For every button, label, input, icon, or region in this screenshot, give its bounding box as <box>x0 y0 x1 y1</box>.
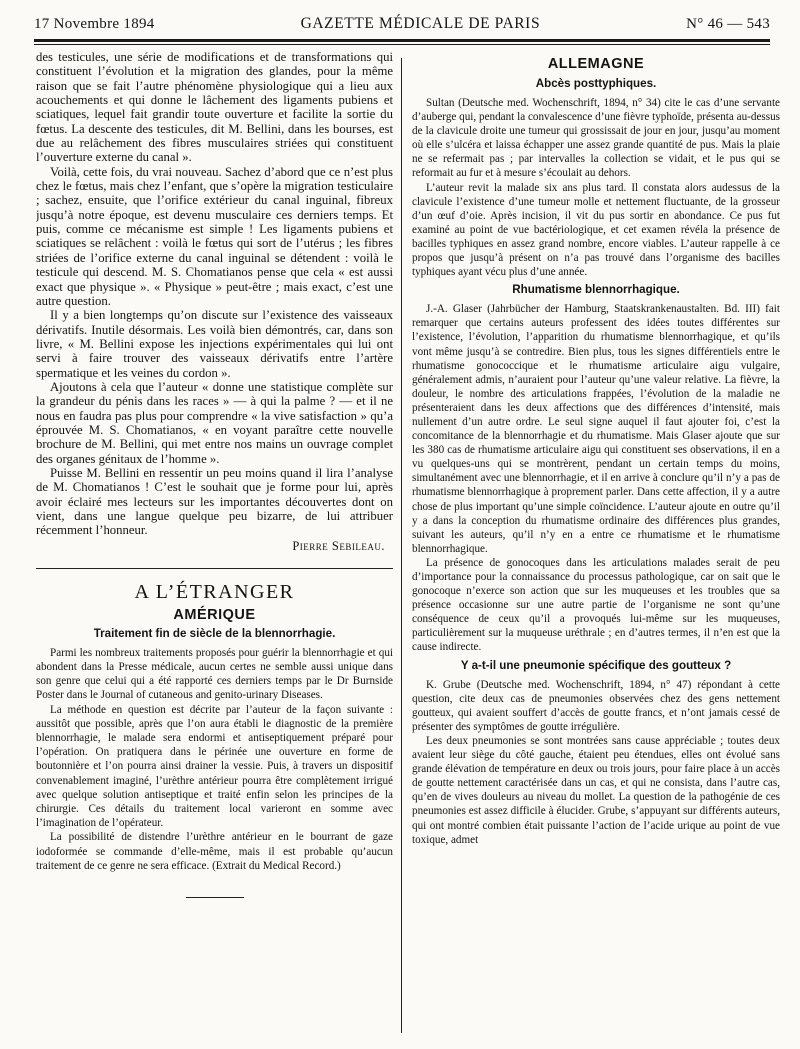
paragraph: Puisse M. Bellini en ressentir un peu moins quand il lira l’analyse de M. Chomatianos ! C’est le souhait que je forme pour lui, après avoir éclairé mes lecteurs sur les importantes découvertes dont on vient, dans une langue quelque peu bizarre, de lui attribuer récemment l’honneur. <box>36 465 393 538</box>
page-number: N° 46 — 543 <box>686 15 770 32</box>
paragraph: La présence de gonocoques dans les articulations malades serait de peu d’importance pour la connaissance du processus pathologique, car on sait que le gonocoque n’exerce son action que sur les muqueuses et les troubles que sa présence occasionne sur une autre partie de l’organisme ne sont qu’une conséquence de ceux qu’il a provoqués lui-même sur les muqueuses, particulièrement sur la muqueuse uréthrale ; en d’autres termes, il n’en est que la cause indirecte. <box>412 556 780 654</box>
section-title: A L’ÉTRANGER <box>134 580 295 603</box>
journal-title: GAZETTE MÉDICALE DE PARIS <box>300 15 541 32</box>
issue-date: 17 Novembre 1894 <box>34 15 155 32</box>
country-heading: AMÉRIQUE <box>173 606 256 623</box>
paragraph: Parmi les nombreux traitements proposés pour guérir la blennorrhagie et qui abondent dans la Presse médicale, aucun certes ne semble aussi unique dans son genre que celui qui a été rapporté ces derniers temps par le Dr Burnside Poster dans le Journal of cutaneous and genito-urinary Diseases. <box>36 646 393 702</box>
right-column <box>412 50 780 1035</box>
left-column <box>36 50 393 1032</box>
author-signature: Pierre Sebileau. <box>292 538 385 553</box>
country-heading: ALLEMAGNE <box>547 56 645 72</box>
running-header <box>34 14 770 34</box>
paragraph: Voilà, cette fois, du vrai nouveau. Sachez d’abord que ce n’est plus chez le fœtus, mais chez l’enfant, que s’opère la migration testiculaire ; sachez, ensuite, que l’orifice extérieur du canal inguinal, fibreux jusqu’à notre époque, est devenu musculaire ces derniers temps. Et puis, comme ce mécanisme est simple ! Les ligaments pubiens et sciatiques se relâchent : voilà le fœtus qui sort de l’utérus ; les fibres striées de l’orifice externe du canal inguinal se détendent : voilà le testicule qui descend. M. S. Chomatianos pense que cela « est aussi exact que physique ». « Physique » peut-être ; mais exact, c’est une autre question. <box>36 164 393 308</box>
paragraph: des testicules, une série de modifications et de transformations qui constituent l’évolution et la migration des glandes, pour la même raison que se fait l’autre phénomène physiologique qui a lieu aux acouchements et qui donne le lâchement des ligaments pubiens et sciatiques, lequel fait grandir toute ouverture et facilite la sortie du fœtus. La descente des testicules, dit M. Bellini, dans les bourses, est due au relâchement des fibres musculaires striées qui constituent l’ouverture externe du canal ». <box>36 50 393 165</box>
paragraph: L’auteur revit la malade six ans plus tard. Il constata alors audessus de la clavicule l’existence d’une tumeur molle et nettement fluctuante, de la grosseur d’un œuf d’oie. Après incision, il vit du pus sortir en abondance. Ce pus fut examiné au point de vue bactériologique, et cet examen révéla la présence de bacilles typhiques en assez grand nombre, encore viables. L’auteur rappelle à ce propos que jusqu’à présent on n’a pas trouvé dans l’organisme des bacilles typhiques ayant vécu plus d’une année. <box>412 181 780 279</box>
article-title: Abcès posttyphiques. <box>535 77 657 90</box>
paragraph: La méthode en question est décrite par l’auteur de la façon suivante : aussitôt que possible, après que l’on aura établi le diagnostic de la première blennorrhagie, le malade sera endormi et antiseptiquement préparé pour l’opération. On pratiquera dans le périnée une ouverture en forme de boutonnière et l’on pourra ainsi drainer la vessie. Puis, à travers un dispositif convenablement imaginé, l’urèthre antérieur pourra être complètement irrigué avec quelque solution antiseptique et traité enfin selon les principes de la chirurgie. Ces détails du traitement local varieront en somme avec l’imagination de l’opérateur. <box>36 703 393 830</box>
paragraph: Les deux pneumonies se sont montrées sans cause appréciable ; toutes deux avaient leur siège du côté gauche, étaient peu étendues, elles ont évolué sans grande élévation de température en deux ou trois jours, pour faire place à un accès de goutte nettement caractérisée dans un cas, et qui ne consista, dans l’autre cas, qu’en de vives douleurs au niveau du mollet. La question de la pathogénie de ces pneumonies est assez difficile à élucider. Grube, s’appuyant sur différents auteurs, qui ont montré combien était puissante l’action de l’acide urique au point de vue toxique, admet <box>412 734 780 846</box>
paragraph: Il y a bien longtemps qu’on discute sur l’existence des vaisseaux dérivatifs. Inutile désormais. Les voilà bien démontrés, car, dans son livre, « M. Bellini expose les injections expérimentales qui lui ont servi à faire trouver des vaisseaux dérivatifs entre l’artère spermatique et les veines du cordon ». <box>36 308 393 380</box>
column-divider <box>401 58 402 1033</box>
section-rule <box>36 568 393 569</box>
paragraph: Ajoutons à cela que l’auteur « donne une statistique complète sur la grandeur du pénis dans les races » — à qui la palme ? — et il ne nous en faudra pas plus pour comprendre « la vive satisfaction » qu’a éprouvée M. S. Chomatianos, « en voyant paraître cette nouvelle brochure de M. Bellini, qui met entre nos mains un ouvrage complet des organes génitaux de l’homme ». <box>36 379 393 466</box>
paragraph: K. Grube (Deutsche med. Wochenschrift, 1894, n° 47) répondant à cette question, cite deux cas de pneumonies observées chez des gens nettement goutteux, qui avaient souffert d’accès de goutte francs, et n’ont jamais cessé de présenter des symptômes de goutte irrégulière. <box>412 678 780 733</box>
paragraph: J.-A. Glaser (Jahrbücher der Hamburg, Staatskrankenaustalten. Bd. III) fait remarquer que certains auteurs professent des idées toutes différentes sur l’existence, l’évolution, l’apparition du rhumatisme blennorrhagique, et qu’ils vont même jusqu’à se contredire. Bien plus, tous les signes différentiels entre le rhumatisme gonococcique et le rhumatisme articulaire aigu vulgaire, généralement admis, n’auraient pour l’auteur qu’une valeur relative. La fièvre, la douleur, le nombre des articulations frappées, l’évolution de la maladie ne présenteraient dans les deux affections que des différences d’intensité, mais nullement d’un autre ordre. Le seul signe auquel il faut ajouter foi, c’est la concomitance de la blennorrhagie et du rhumatisme. Mais Glaser ajoute que sur les 380 cas de rhumatisme articulaire aigu qui constituent ses observations, il en a vu quelques-uns qui se montrèrent, pendant un certain temps du moins, simultanément avec une blennorrhagie, et il en arrive à conclure qu’il n’y a pas de rhumatisme blennorrhagique à proprement parler. Dans cette affection, il y a autre chose de plus important qu’une simple coïncidence. L’auteur ajoute en outre qu’il y a dans la conception du rhumatisme ordinaire des différences plus grandes, suivant les auteurs, qu’il n’y en a entre ce rhumatisme et le rhumatisme blennorrhagique. <box>412 303 780 555</box>
closing-rule <box>186 897 244 898</box>
article-title: Rhumatisme blennorrhagique. <box>512 283 680 297</box>
article-title: Y a-t-il une pneumonie spécifique des goutteux ? <box>460 658 732 672</box>
article-title: Traitement fin de siècle de la blennorrhagie. <box>93 626 336 640</box>
header-rule-thick <box>34 39 770 42</box>
paragraph: Sultan (Deutsche med. Wochenschrift, 1894, n° 34) cite le cas d’une servante d’auberge qui, pendant la convalescence d’une fièvre typhoïde, présenta au-dessus de la clavicule droite une tumeur qui grossissait de jour en jour, jusqu’au moment où elle s’ulcéra et laissa échapper une assez grande quantité de pus. Mais la plaie ne se refermait pas ; par intervalles la collection se vidait, et le pus qui se reformait au fur et à mesure s’écoulait au dehors. <box>412 97 780 180</box>
paragraph: La possibilité de distendre l’urèthre antérieur en le bourrant de gaze iodoformée se commande d’elle-même, mais il est probable qu’aucun traitement de ce genre ne sera efficace. (Extrait du Medical Record.) <box>36 831 393 872</box>
header-rule-thin <box>34 44 770 45</box>
